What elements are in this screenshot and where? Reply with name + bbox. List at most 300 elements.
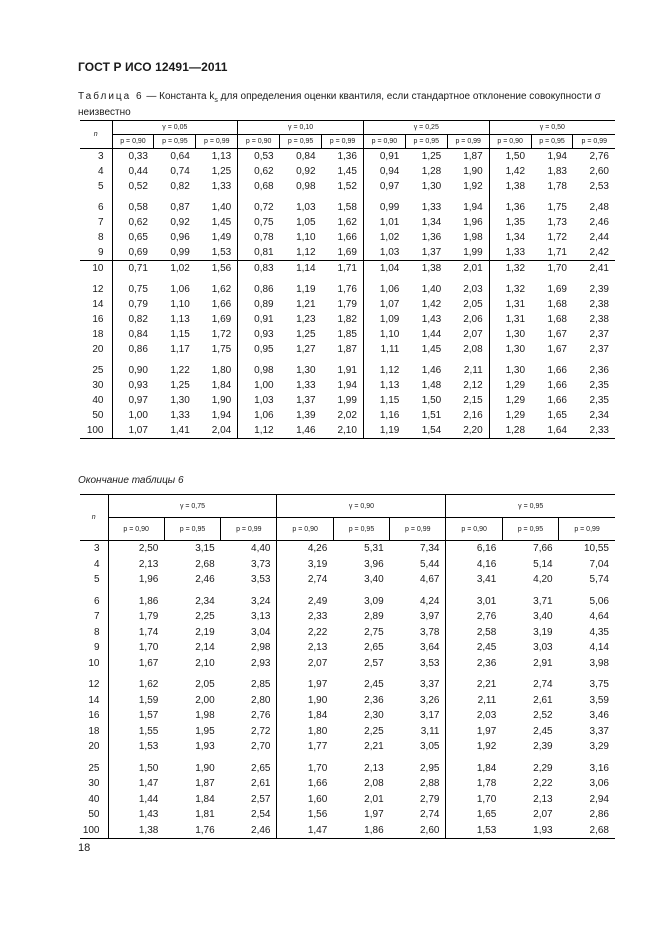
k-value: 1,86 (138, 595, 159, 607)
k-value: 4,16 (476, 558, 497, 570)
k-value: 7,04 (589, 558, 609, 570)
k-value: 1,67 (547, 344, 567, 355)
table-row (80, 594, 615, 610)
k-value: 1,28 (505, 425, 526, 436)
k-value: 0,93 (128, 380, 148, 391)
table-row (80, 724, 615, 740)
k-value: 1,17 (170, 344, 190, 355)
k-value: 1,13 (196, 149, 238, 165)
k-value: 1,87 (322, 342, 364, 357)
k-value: 2,36 (364, 694, 384, 706)
k-value: 0,75 (128, 284, 148, 295)
table-row (80, 640, 615, 656)
n-value: 10 (80, 261, 112, 277)
k-value: 3,06 (589, 778, 609, 790)
table-row (80, 363, 615, 378)
k-value: 0,90 (128, 365, 148, 376)
k-value: 2,86 (589, 809, 609, 821)
k-value: 2,58 (476, 626, 497, 638)
k-value: 1,66 (547, 365, 567, 376)
table-row (80, 541, 615, 557)
k-value: 1,56 (307, 809, 328, 821)
k-value: 2,10 (322, 423, 364, 439)
k-value: 1,39 (296, 410, 316, 421)
p-header: p = 0,90 (238, 135, 280, 149)
n-value: 4 (80, 164, 112, 179)
p-header: p = 0,90 (446, 518, 502, 541)
k-value: 4,67 (390, 572, 446, 588)
k-value: 3,75 (589, 679, 609, 691)
k-value: 1,62 (322, 215, 364, 230)
k-value: 0,58 (128, 202, 148, 213)
k-value: 2,49 (307, 595, 328, 607)
k-value: 1,85 (322, 327, 364, 342)
k-value: 0,87 (170, 202, 190, 213)
k-value: 1,81 (195, 809, 215, 821)
document-code: ГОСТ Р ИСО 12491—2011 (78, 60, 228, 74)
k-value: 3,26 (390, 693, 446, 709)
k-value: 1,90 (307, 694, 328, 706)
k-value: 2,13 (364, 762, 384, 774)
k-value: 0,75 (254, 217, 274, 228)
k-value: 1,75 (196, 342, 238, 357)
k-value: 5,06 (589, 595, 609, 607)
k-value: 1,70 (531, 261, 573, 277)
k-value: 1,84 (195, 793, 215, 805)
table-row (80, 261, 615, 277)
k-value: 1,60 (307, 793, 328, 805)
k-value: 2,04 (196, 423, 238, 439)
k-value: 0,64 (170, 151, 190, 162)
k-value: 2,35 (589, 395, 609, 406)
k-value: 2,33 (307, 611, 328, 623)
table-row (80, 408, 615, 423)
k-value: 2,30 (364, 710, 384, 722)
k-value: 2,08 (364, 778, 384, 790)
p-header: p = 0,99 (573, 135, 615, 149)
k-value: 1,80 (307, 725, 328, 737)
k-value: 4,26 (307, 543, 328, 555)
k-value: 0,84 (296, 151, 316, 162)
k-value: 4,64 (589, 611, 609, 623)
k-value: 2,52 (533, 710, 553, 722)
k-value: 1,45 (196, 215, 238, 230)
k-value: 1,44 (421, 329, 442, 340)
k-value: 3,41 (476, 574, 497, 586)
n-value: 40 (80, 393, 112, 408)
table-row (80, 297, 615, 312)
k-value: 1,83 (547, 166, 567, 177)
p-header: p = 0,99 (196, 135, 238, 149)
table-row (80, 761, 615, 777)
k-value: 0,86 (128, 344, 148, 355)
k-value: 1,79 (138, 611, 159, 623)
k-value: 2,25 (195, 611, 215, 623)
k-value: 1,66 (547, 380, 567, 391)
k-value: 3,64 (390, 640, 446, 656)
n-value: 16 (80, 312, 112, 327)
k-value: 1,69 (547, 284, 567, 295)
table-row (80, 215, 615, 230)
k-value: 1,43 (421, 314, 442, 325)
k-value: 1,42 (421, 299, 442, 310)
k-value: 10,55 (583, 543, 609, 555)
k-value: 7,34 (390, 541, 446, 557)
k-value: 2,68 (589, 824, 609, 836)
k-value: 1,84 (196, 378, 238, 393)
k-value: 1,98 (195, 710, 215, 722)
table2-body (80, 541, 615, 839)
k-value: 1,32 (505, 284, 526, 295)
k-value: 2,22 (307, 626, 328, 638)
n-value: 3 (80, 541, 108, 557)
k-value: 1,65 (476, 809, 497, 821)
k-value: 1,33 (196, 179, 238, 194)
p-header: p = 0,99 (221, 518, 277, 541)
k-value: 2,07 (447, 327, 489, 342)
k-value: 2,36 (476, 657, 497, 669)
table-row (80, 179, 615, 194)
k-value: 1,33 (421, 202, 442, 213)
p-header: p = 0,95 (502, 518, 558, 541)
k-value: 1,56 (196, 261, 238, 277)
k-value: 1,92 (447, 179, 489, 194)
k-value: 1,87 (447, 149, 489, 165)
k-value: 3,40 (364, 574, 384, 586)
k-value: 1,66 (322, 230, 364, 245)
k-value: 1,15 (379, 395, 400, 406)
k-value: 2,16 (447, 408, 489, 423)
k-value: 0,82 (128, 314, 148, 325)
n-value: 20 (80, 342, 112, 357)
table2-header (80, 495, 615, 541)
k-value: 2,98 (221, 640, 277, 656)
k-value: 1,29 (505, 410, 526, 421)
k-value: 2,80 (221, 693, 277, 709)
k-value: 2,01 (364, 793, 384, 805)
k-value: 3,19 (533, 626, 553, 638)
k-value: 1,30 (505, 344, 526, 355)
k-value: 1,33 (170, 410, 190, 421)
k-value: 1,05 (296, 217, 316, 228)
k-value: 1,71 (322, 261, 364, 277)
table-row (80, 393, 615, 408)
k-value: 3,98 (589, 657, 609, 669)
k-value: 0,33 (128, 151, 148, 162)
table1-body (80, 149, 615, 439)
n-value: 18 (80, 327, 112, 342)
k-value: 1,00 (254, 380, 274, 391)
table-row (80, 572, 615, 588)
k-value: 1,78 (476, 778, 497, 790)
k-value: 1,67 (138, 657, 159, 669)
n-value: 10 (80, 656, 108, 672)
k-value: 1,76 (322, 282, 364, 297)
k-value: 1,29 (505, 395, 526, 406)
k-value: 2,61 (221, 776, 277, 792)
k-value: 3,11 (390, 724, 446, 740)
k-value: 0,97 (128, 395, 148, 406)
k-value: 5,14 (533, 558, 553, 570)
k-value: 1,92 (476, 741, 497, 753)
k-value: 1,87 (195, 778, 215, 790)
k-value: 1,62 (138, 679, 159, 691)
k-value: 2,95 (390, 761, 446, 777)
k-value: 2,60 (589, 166, 609, 177)
k-value: 1,42 (505, 166, 526, 177)
k-value: 4,40 (221, 541, 277, 557)
n-value: 6 (80, 594, 108, 610)
k-value: 1,45 (421, 344, 442, 355)
k-value: 1,94 (447, 200, 489, 215)
table-row (80, 327, 615, 342)
k-value: 1,99 (447, 245, 489, 261)
table-label: Таблица 6 (78, 91, 144, 102)
k-value: 1,38 (138, 824, 159, 836)
k-value: 1,69 (196, 312, 238, 327)
k-value: 1,46 (296, 425, 316, 436)
n-value: 30 (80, 378, 112, 393)
n-value: 7 (80, 215, 112, 230)
k-value: 1,02 (379, 232, 400, 243)
k-value: 0,68 (254, 181, 274, 192)
k-value: 2,21 (476, 679, 497, 691)
table-row (80, 792, 615, 808)
quantile-table-part1 (80, 120, 615, 439)
k-value: 1,09 (379, 314, 400, 325)
k-value: 1,95 (195, 725, 215, 737)
k-value: 2,12 (447, 378, 489, 393)
k-value: 1,78 (547, 181, 567, 192)
k-value: 0,98 (296, 181, 316, 192)
table-row (80, 708, 615, 724)
k-value: 0,91 (379, 151, 400, 162)
table-row (80, 693, 615, 709)
k-value: 0,92 (170, 217, 190, 228)
k-value: 1,54 (421, 425, 442, 436)
k-value: 1,66 (547, 395, 567, 406)
k-value: 1,74 (138, 626, 159, 638)
k-value: 1,12 (379, 365, 400, 376)
k-value: 2,74 (390, 807, 446, 823)
k-value: 1,30 (505, 329, 526, 340)
table-row (80, 557, 615, 573)
k-value: 1,34 (421, 217, 442, 228)
k-value: 2,34 (195, 595, 215, 607)
k-value: 2,19 (195, 626, 215, 638)
k-value: 2,39 (589, 284, 609, 295)
k-value: 1,71 (547, 247, 567, 258)
k-value: 0,82 (170, 181, 190, 192)
k-value: 0,98 (254, 365, 274, 376)
k-value: 1,41 (170, 425, 190, 436)
k-value: 0,92 (296, 166, 316, 177)
k-value: 1,91 (322, 363, 364, 378)
k-value: 1,25 (170, 380, 190, 391)
k-value: 4,35 (589, 626, 609, 638)
n-value: 3 (80, 149, 112, 165)
k-value: 2,53 (589, 181, 609, 192)
k-value: 2,94 (589, 793, 609, 805)
k-value: 1,90 (195, 762, 215, 774)
caption-text: — Константа k (143, 91, 215, 102)
k-value: 1,46 (421, 365, 442, 376)
page-number: 18 (78, 842, 91, 854)
k-value: 1,44 (138, 793, 159, 805)
k-value: 2,46 (221, 823, 277, 839)
k-value: 1,12 (254, 425, 274, 436)
k-value: 7,66 (533, 543, 553, 555)
table-row (80, 625, 615, 641)
table-row (80, 739, 615, 755)
k-value: 2,29 (533, 762, 553, 774)
k-value: 2,57 (221, 792, 277, 808)
k-value: 0,99 (379, 202, 400, 213)
n-value: 100 (80, 823, 108, 839)
k-value: 3,97 (390, 609, 446, 625)
k-value: 1,25 (421, 151, 442, 162)
k-value: 2,76 (476, 611, 497, 623)
k-value: 0,79 (128, 299, 148, 310)
k-value: 2,13 (307, 642, 328, 654)
p-header: p = 0,95 (405, 135, 447, 149)
k-value: 3,03 (533, 642, 553, 654)
k-value: 0,95 (254, 344, 274, 355)
n-value: 5 (80, 179, 112, 194)
n-value: 25 (80, 363, 112, 378)
k-value: 2,44 (589, 232, 609, 243)
k-value: 2,22 (533, 778, 553, 790)
n-value: 12 (80, 282, 112, 297)
header-row-gamma (80, 121, 615, 135)
k-value: 1,29 (505, 380, 526, 391)
n-column-header: n (80, 495, 108, 541)
k-value: 1,84 (307, 710, 328, 722)
k-value: 2,89 (364, 611, 384, 623)
p-header: p = 0,90 (489, 135, 531, 149)
k-value: 2,79 (390, 792, 446, 808)
k-value: 2,05 (447, 297, 489, 312)
k-value: 1,93 (195, 741, 215, 753)
k-value: 4,24 (390, 594, 446, 610)
n-value: 18 (80, 724, 108, 740)
k-value: 0,53 (254, 151, 274, 162)
header-row-p (80, 518, 615, 541)
k-value: 2,10 (195, 657, 215, 669)
p-header: p = 0,90 (108, 518, 164, 541)
k-value: 0,93 (254, 329, 274, 340)
k-value: 1,82 (322, 312, 364, 327)
k-value: 1,45 (322, 164, 364, 179)
n-value: 6 (80, 200, 112, 215)
k-value: 2,01 (447, 261, 489, 277)
table-row (80, 378, 615, 393)
k-value: 1,72 (547, 232, 567, 243)
k-value: 2,21 (364, 741, 384, 753)
gamma-header: γ = 0,90 (277, 495, 446, 518)
k-value: 2,13 (533, 793, 553, 805)
k-value: 1,47 (138, 778, 159, 790)
k-value: 1,03 (254, 395, 274, 406)
k-value: 1,47 (307, 824, 328, 836)
n-value: 5 (80, 572, 108, 588)
k-value: 1,94 (547, 151, 567, 162)
k-value: 1,04 (363, 261, 405, 277)
gamma-header: γ = 0,25 (363, 121, 489, 135)
n-value: 25 (80, 761, 108, 777)
k-value: 0,74 (170, 166, 190, 177)
k-value: 1,02 (154, 261, 196, 277)
k-value: 0,96 (170, 232, 190, 243)
k-value: 1,34 (505, 232, 526, 243)
gamma-header: γ = 0,50 (489, 121, 615, 135)
gamma-header: γ = 0,10 (238, 121, 364, 135)
k-value: 2,37 (589, 329, 609, 340)
k-value: 3,59 (589, 694, 609, 706)
k-value: 2,39 (533, 741, 553, 753)
k-value: 3,29 (589, 741, 609, 753)
table1-header (80, 121, 615, 149)
k-value: 2,54 (221, 807, 277, 823)
k-value: 2,20 (447, 423, 489, 439)
n-value: 9 (80, 245, 112, 261)
k-value: 2,50 (138, 543, 159, 555)
k-value: 1,01 (379, 217, 400, 228)
k-value: 1,13 (170, 314, 190, 325)
table-row (80, 342, 615, 357)
k-value: 3,37 (589, 725, 609, 737)
k-value: 1,97 (364, 809, 384, 821)
k-value: 2,05 (195, 679, 215, 691)
k-value: 3,40 (533, 611, 553, 623)
k-value: 1,79 (322, 297, 364, 312)
k-value: 3,53 (221, 572, 277, 588)
k-value: 3,16 (589, 762, 609, 774)
k-value: 1,30 (170, 395, 190, 406)
k-value: 1,06 (379, 284, 400, 295)
k-value: 1,55 (138, 725, 159, 737)
k-value: 1,30 (296, 365, 316, 376)
k-value: 3,78 (390, 625, 446, 641)
k-value: 1,90 (447, 164, 489, 179)
k-value: 2,36 (589, 365, 609, 376)
k-value: 2,60 (390, 823, 446, 839)
k-value: 1,25 (196, 164, 238, 179)
k-value: 3,15 (195, 543, 215, 555)
k-value: 3,05 (390, 739, 446, 755)
k-value: 1,48 (421, 380, 442, 391)
k-value: 0,44 (128, 166, 148, 177)
table-row (80, 609, 615, 625)
n-value: 9 (80, 640, 108, 656)
k-value: 2,00 (195, 694, 215, 706)
caption-text-rest: для определения оценки квантиля, если стандартное отклонение совокупности σ неизвестно (78, 91, 601, 118)
k-value: 2,72 (221, 724, 277, 740)
table-row (80, 823, 615, 839)
k-value: 1,25 (296, 329, 316, 340)
k-value: 1,11 (380, 344, 400, 355)
k-value: 0,78 (254, 232, 274, 243)
k-value: 2,88 (390, 776, 446, 792)
k-value: 2,75 (364, 626, 384, 638)
k-value: 2,48 (589, 202, 609, 213)
k-value: 2,15 (447, 393, 489, 408)
k-value: 1,73 (547, 217, 567, 228)
k-value: 5,31 (364, 543, 384, 555)
k-value: 0,65 (128, 232, 148, 243)
k-value: 1,23 (296, 314, 316, 325)
k-value: 2,45 (476, 642, 497, 654)
